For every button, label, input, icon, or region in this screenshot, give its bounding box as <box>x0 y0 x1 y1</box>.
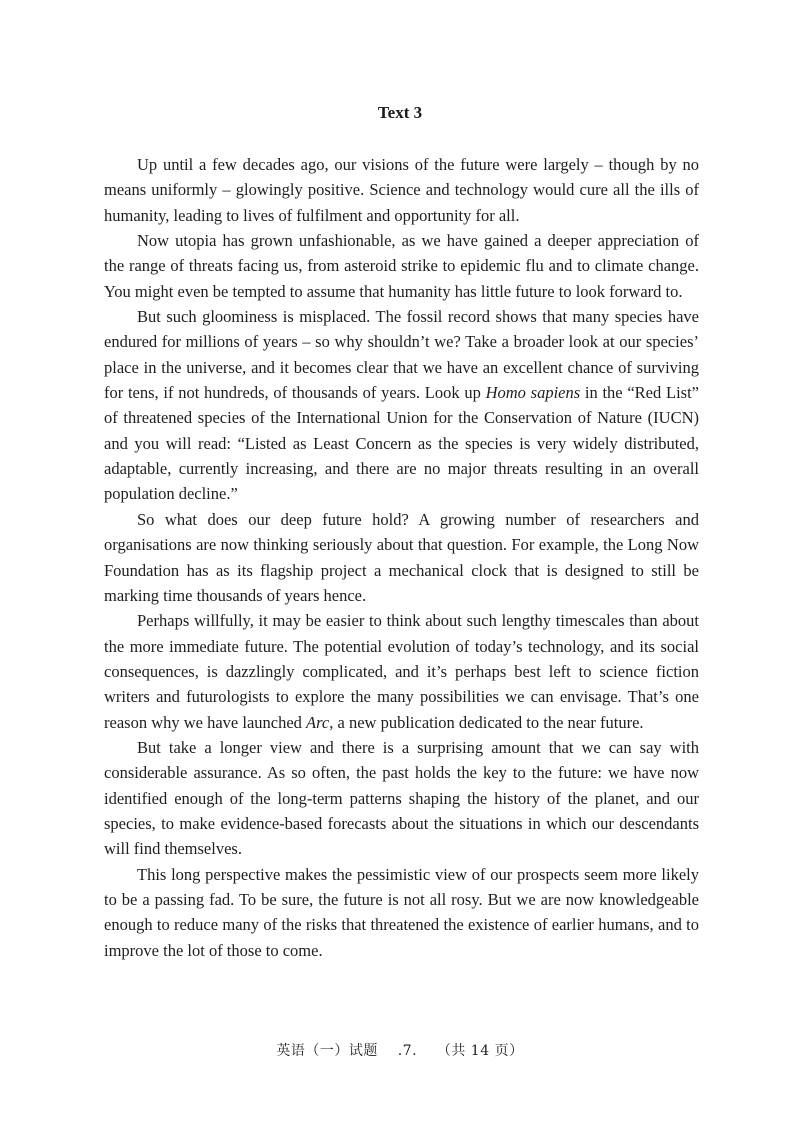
paragraph <box>104 152 699 228</box>
text-run: Perhaps willfully, it may be easier to think about such lengthy timescales than about the more immediate future. The potential evolution of today’s technology, and its social consequences, is dazzlingly complicated, and it’s perhaps best left to science fiction writers and futurologists to explore the many possibilities we can envisage. That’s one reason why we have launched <box>104 611 699 732</box>
text-run: So what does our deep future hold? A growing number of researchers and organisations are now thinking seriously about that question. For example, the Long Now Foundation has as its flagship project a mechanical clock that is designed to still be marking time thousands of years hence. <box>104 509 699 605</box>
text-run: , a new publication dedicated to the near future. <box>329 712 644 732</box>
text-run: in the “Red List” of threatened species of the International Union for the Conservation of Nature (IUCN) and you will read: “Listed as Least Concern as the species is very widely distributed, adaptable, currently increasing, and there are no major threats resulting in an overall population decline.” <box>104 383 699 504</box>
paragraph <box>104 608 699 735</box>
paragraph <box>104 862 699 963</box>
reading-passage <box>104 152 699 963</box>
page-footer <box>0 1041 800 1061</box>
paragraph <box>104 735 699 862</box>
paragraph <box>104 304 699 507</box>
footer-total-pages: （共 14 页） <box>436 1043 524 1059</box>
italic-text: Arc <box>306 712 330 732</box>
text-run: Up until a few decades ago, our visions of the future were largely – though by no means uniformly – glowingly positive. Science and technology would cure all the ills of humanity, leading to lives of fulfilment and opportunity for all. <box>104 155 699 225</box>
text-title: Text 3 <box>377 103 423 122</box>
text-run: Now utopia has grown unfashionable, as we have gained a deeper appreciation of the range of threats facing us, from asteroid strike to epidemic flu and to climate change. You might even be tempted to assume that humanity has little future to look forward to. <box>104 231 699 301</box>
italic-text: Homo sapiens <box>485 383 581 403</box>
text-run: But take a longer view and there is a surprising amount that we can say with considerable assurance. As so often, the past holds the key to the future: we have now identified enough of the long-term patterns shaping the history of the planet, and our species, to make evidence-based forecasts about the situations in which our descendants will find themselves. <box>104 737 699 859</box>
text-run: This long perspective makes the pessimistic view of our prospects seem more likely to be a passing fad. To be sure, the future is not all rosy. But we are now knowledgeable enough to reduce many of the risks that threatened the existence of earlier humans, and to improve the lot of those to come. <box>104 864 699 960</box>
footer-page-number: .7. <box>397 1043 418 1059</box>
footer-subject: 英语（一）试题 <box>276 1043 378 1059</box>
text-run: But such gloominess is misplaced. The fossil record shows that many species have endured for millions of years – so why shouldn’t we? Take a broader look at our species’ place in the universe, and it becomes clear that we have an excellent chance of surviving for tens, if not hundreds, of thousands of years. Look up <box>104 307 699 403</box>
paragraph <box>104 507 699 608</box>
paragraph <box>104 228 699 304</box>
